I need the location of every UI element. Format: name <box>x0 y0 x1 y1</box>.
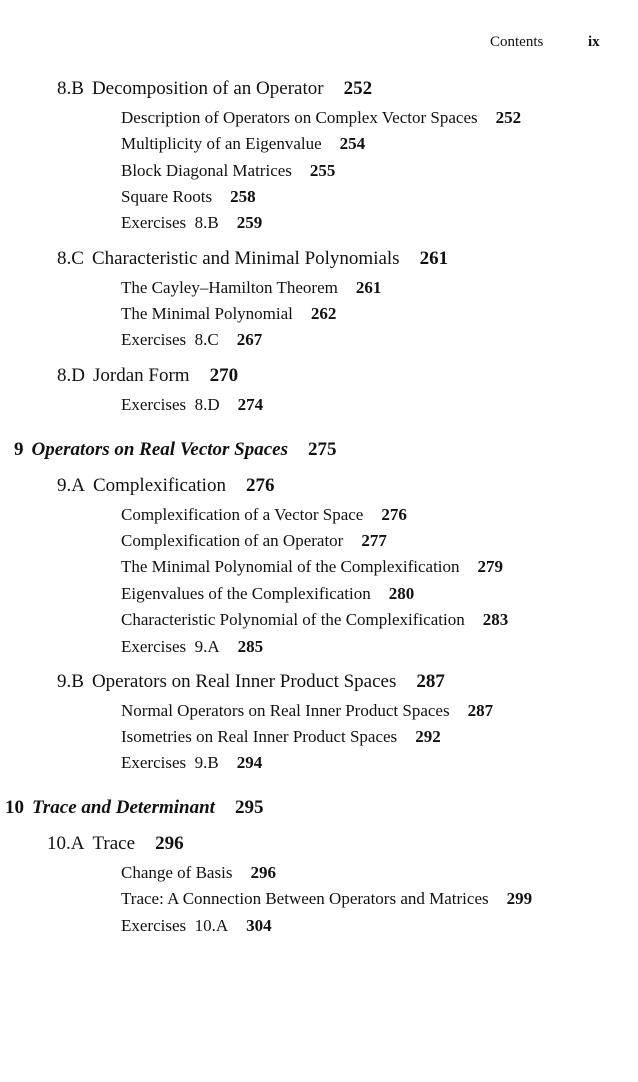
toc-subsection <box>121 701 493 721</box>
toc-subsection <box>121 395 263 415</box>
subsection-page: 258 <box>230 187 256 206</box>
subsection-page: 296 <box>250 863 276 882</box>
subsection-title: Exercises 8.C <box>121 330 219 349</box>
subsection-title: Exercises 8.D <box>121 395 220 414</box>
section-page: 252 <box>343 78 373 99</box>
toc-subsection <box>121 584 414 604</box>
toc-subsection <box>121 727 441 747</box>
subsection-title: The Minimal Polynomial of the Complexification <box>121 557 460 576</box>
subsection-title: Block Diagonal Matrices <box>121 161 292 180</box>
subsection-page: 255 <box>309 161 336 180</box>
toc-section-10a <box>47 833 184 855</box>
section-page: 287 <box>416 671 445 692</box>
section-number: 10.A <box>47 833 85 854</box>
chapter-page: 295 <box>234 797 264 818</box>
subsection-title: Multiplicity of an Eigenvalue <box>121 134 322 153</box>
section-number: 9.B <box>57 671 84 692</box>
subsection-title: The Cayley–Hamilton Theorem <box>121 278 338 297</box>
toc-subsection <box>121 637 263 657</box>
section-number: 8.B <box>57 78 84 99</box>
subsection-page: 294 <box>236 753 263 772</box>
subsection-title: Exercises 10.A <box>121 916 229 935</box>
subsection-title: Normal Operators on Real Inner Product Spaces <box>121 701 450 720</box>
toc-subsection <box>121 753 262 773</box>
toc-section-8d <box>57 365 238 387</box>
subsection-title: Description of Operators on Complex Vector Spaces <box>121 108 478 127</box>
toc-subsection <box>121 134 365 154</box>
subsection-page: 277 <box>361 531 387 550</box>
subsection-title: Square Roots <box>121 187 213 206</box>
subsection-page: 299 <box>506 889 533 908</box>
subsection-page: 267 <box>236 330 263 349</box>
toc-subsection <box>121 108 521 128</box>
subsection-page: 287 <box>467 701 494 720</box>
subsection-title: Trace: A Connection Between Operators and Matrices <box>121 889 489 908</box>
section-title: Complexification <box>92 475 226 496</box>
toc-section-9b <box>57 671 445 693</box>
subsection-page: 292 <box>415 727 441 746</box>
subsection-page: 276 <box>381 505 407 524</box>
subsection-title: Exercises 9.A <box>121 637 220 656</box>
toc-subsection <box>121 330 262 350</box>
chapter-title: Operators on Real Vector Spaces <box>31 439 288 460</box>
section-page: 270 <box>209 365 239 386</box>
subsection-title: Exercises 9.B <box>121 753 219 772</box>
toc-section-9a <box>57 475 274 497</box>
toc-subsection <box>121 610 508 630</box>
toc-subsection <box>121 531 387 551</box>
subsection-title: Complexification of an Operator <box>121 531 344 550</box>
subsection-page: 274 <box>237 395 264 414</box>
chapter-page: 275 <box>308 439 337 460</box>
subsection-title: The Minimal Polynomial <box>121 304 293 323</box>
subsection-page: 261 <box>355 278 382 297</box>
toc-section-8b <box>57 78 372 100</box>
chapter-number: 9 <box>14 439 24 460</box>
subsection-page: 279 <box>477 557 504 576</box>
section-number: 9.A <box>57 475 85 496</box>
section-number: 8.D <box>57 365 85 386</box>
toc-subsection <box>121 304 336 324</box>
section-title: Operators on Real Inner Product Spaces <box>91 671 397 692</box>
toc-subsection <box>121 187 256 207</box>
subsection-title: Eigenvalues of the Complexification <box>121 584 371 603</box>
header-label: Contents <box>490 34 544 50</box>
subsection-page: 304 <box>246 916 272 935</box>
toc-subsection <box>121 213 262 233</box>
toc-subsection <box>121 161 335 181</box>
subsection-page: 285 <box>237 637 264 656</box>
subsection-title: Characteristic Polynomial of the Complexification <box>121 610 465 629</box>
toc-subsection <box>121 505 407 525</box>
toc-chapter-9 <box>14 439 337 461</box>
subsection-title: Change of Basis <box>121 863 233 882</box>
chapter-title: Trace and Determinant <box>32 797 215 818</box>
header-page-number: ix <box>588 34 600 50</box>
toc-subsection <box>121 863 276 883</box>
subsection-page: 280 <box>388 584 415 603</box>
subsection-page: 283 <box>482 610 509 629</box>
subsection-page: 252 <box>495 108 522 127</box>
toc-subsection <box>121 916 272 936</box>
section-number: 8.C <box>57 248 84 269</box>
toc-subsection <box>121 278 381 298</box>
section-page: 296 <box>155 833 184 854</box>
section-title: Jordan Form <box>92 365 190 386</box>
subsection-title: Isometries on Real Inner Product Spaces <box>121 727 398 746</box>
subsection-title: Exercises 8.B <box>121 213 219 232</box>
subsection-page: 262 <box>310 304 337 323</box>
section-title: Characteristic and Minimal Polynomials <box>91 248 400 269</box>
toc-subsection <box>121 557 503 577</box>
subsection-page: 259 <box>236 213 263 232</box>
toc-section-8c <box>57 248 448 270</box>
section-title: Decomposition of an Operator <box>91 78 324 99</box>
toc-subsection <box>121 889 532 909</box>
section-page: 276 <box>245 475 275 496</box>
subsection-page: 254 <box>339 134 366 153</box>
subsection-title: Complexification of a Vector Space <box>121 505 364 524</box>
toc-chapter-10 <box>5 797 263 819</box>
section-title: Trace <box>92 833 136 854</box>
section-page: 261 <box>419 248 449 269</box>
chapter-number: 10 <box>5 797 24 818</box>
